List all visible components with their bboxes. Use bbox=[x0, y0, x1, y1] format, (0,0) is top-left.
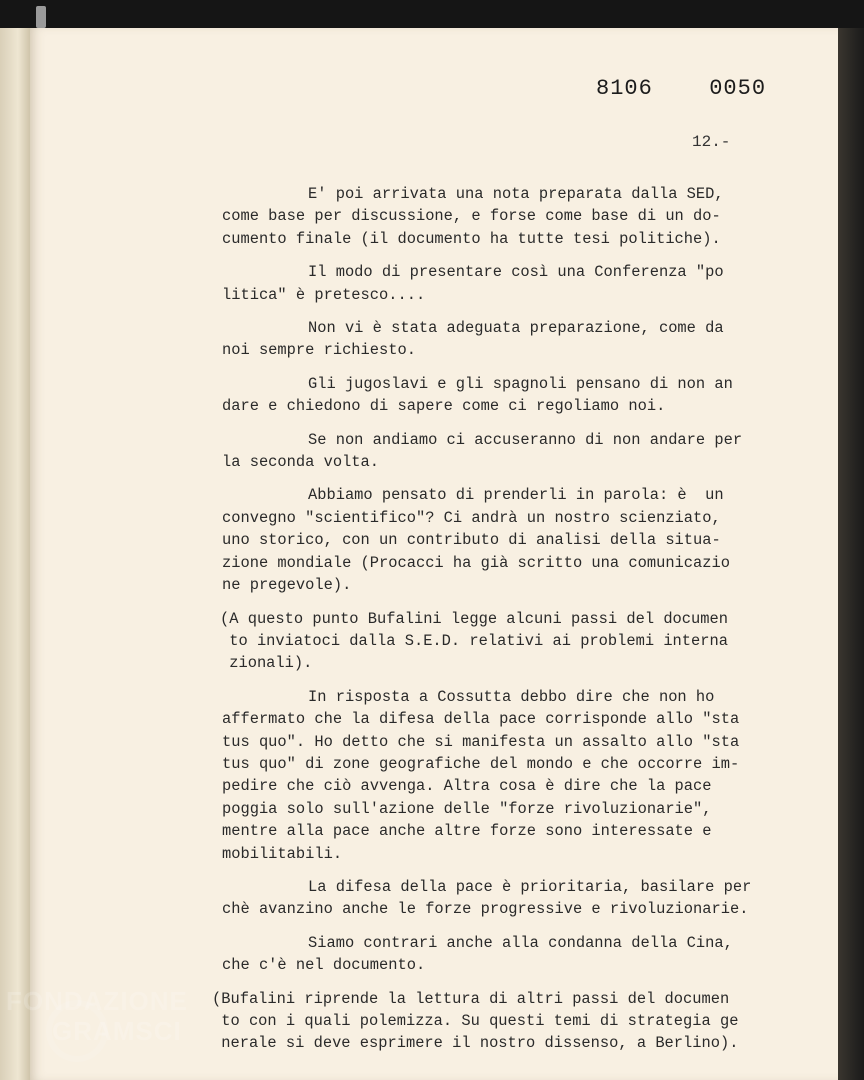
binder-clip bbox=[36, 6, 46, 28]
text-line: mobilitabili. bbox=[222, 844, 343, 863]
paragraph bbox=[222, 317, 782, 362]
text-line: (Bufalini riprende la lettura di altri passi del documen bbox=[212, 989, 730, 1008]
paragraph bbox=[222, 373, 782, 418]
paragraph bbox=[212, 988, 782, 1055]
text-line: litica" è pretesco.... bbox=[222, 285, 426, 304]
paragraph bbox=[222, 876, 782, 921]
text-line: mentre alla pace anche altre forze sono interessate e bbox=[222, 822, 712, 841]
text-line: poggia solo sull'azione delle "forze rivoluzionarie", bbox=[222, 799, 712, 818]
text-line: che c'è nel documento. bbox=[222, 956, 426, 975]
paragraph bbox=[222, 686, 782, 865]
text-line: chè avanzino anche le forze progressive e rivoluzionarie. bbox=[222, 900, 749, 919]
page-number: 12.- bbox=[692, 133, 731, 151]
text-line: tus quo" di zone geografiche del mondo e che occorre im- bbox=[222, 754, 740, 773]
text-line: E' poi arrivata una nota preparata dalla SED, bbox=[308, 185, 724, 203]
text-line: nerale si deve esprimere il nostro dissenso, a Berlino). bbox=[212, 1034, 739, 1053]
text-line: ne pregevole). bbox=[222, 576, 352, 595]
text-line: Abbiamo pensato di prenderli in parola: è un bbox=[308, 486, 724, 505]
text-line: Siamo contrari anche alla condanna della Cina, bbox=[308, 933, 733, 952]
text-line: uno storico, con un contributo di analisi della situa- bbox=[222, 531, 721, 550]
text-line: (A questo punto Bufalini legge alcuni passi del documen bbox=[220, 609, 728, 628]
watermark-circle-mark bbox=[46, 1000, 108, 1062]
text-line: tus quo". Ho detto che si manifesta un assalto allo "sta bbox=[222, 732, 740, 751]
paragraph bbox=[222, 484, 782, 596]
text-line: Il modo di presentare così una Conferenza "po bbox=[308, 263, 724, 282]
text-line: to inviatoci dalla S.E.D. relativi ai problemi interna bbox=[220, 631, 728, 650]
text-line: la seconda volta. bbox=[222, 453, 380, 472]
text-line: affermato che la difesa della pace corrisponde allo "sta bbox=[222, 710, 740, 729]
fondazione-gramsci-watermark bbox=[6, 986, 188, 1046]
typed-body-text bbox=[212, 183, 782, 1066]
text-line: zionali). bbox=[220, 654, 313, 673]
paragraph bbox=[222, 261, 782, 306]
text-line: come base per discussione, e forse come base di un do- bbox=[222, 207, 721, 226]
text-line: zione mondiale (Procacci ha già scritto una comunicazio bbox=[222, 553, 730, 572]
text-line: Se non andiamo ci accuseranno di non andare per bbox=[308, 430, 743, 449]
archive-number: 8106 0050 bbox=[596, 76, 767, 101]
page-shadow-edge bbox=[838, 28, 864, 1080]
text-line: noi sempre richiesto. bbox=[222, 341, 416, 360]
text-line: convegno "scientifico"? Ci andrà un nostro scienziato, bbox=[222, 508, 721, 527]
text-line: La difesa della pace è prioritaria, basilare per bbox=[308, 877, 752, 896]
watermark-line2: GRAMSCI bbox=[52, 1016, 182, 1046]
paragraph bbox=[222, 932, 782, 977]
paragraph bbox=[222, 429, 782, 474]
text-line: cumento finale (il documento ha tutte tesi politiche). bbox=[222, 229, 721, 248]
text-line: In risposta a Cossutta debbo dire che non ho bbox=[308, 687, 715, 706]
text-line: Gli jugoslavi e gli spagnoli pensano di non an bbox=[308, 374, 733, 393]
adjacent-page-edge bbox=[0, 28, 30, 1080]
text-line: dare e chiedono di sapere come ci regoliamo noi. bbox=[222, 397, 666, 416]
watermark-line1: FONDAZIONE bbox=[6, 986, 188, 1016]
text-line: to con i quali polemizza. Su questi temi di strategia ge bbox=[212, 1012, 739, 1030]
text-line: Non vi è stata adeguata preparazione, come da bbox=[308, 319, 724, 338]
paragraph bbox=[220, 608, 782, 675]
text-line: pedire che ciò avvenga. Altra cosa è dire che la pace bbox=[222, 777, 712, 796]
paragraph bbox=[222, 183, 782, 250]
